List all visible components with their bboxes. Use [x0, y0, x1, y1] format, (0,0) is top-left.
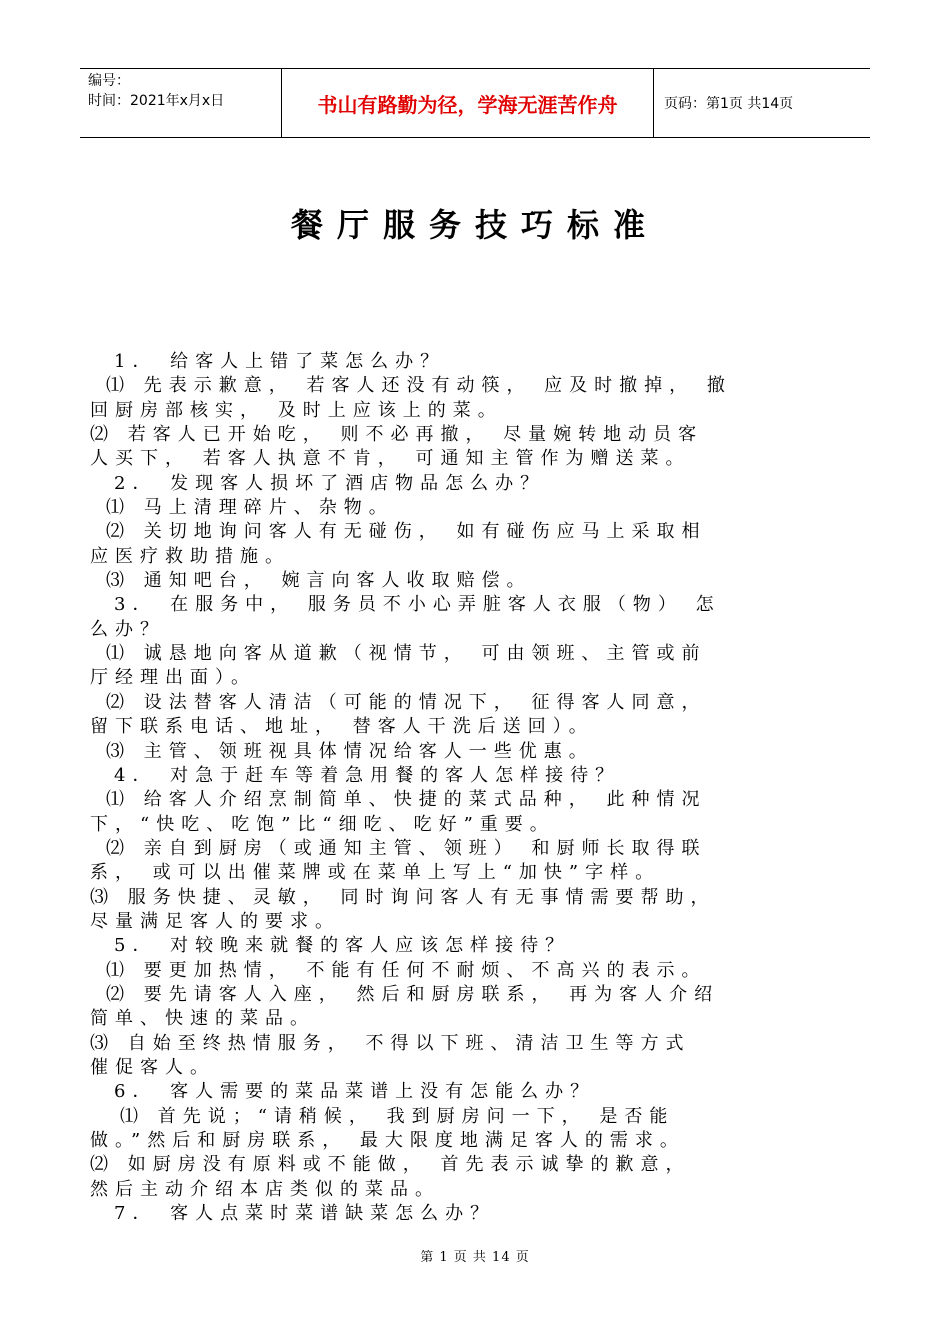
page-footer: 第 1 页 共 14 页 [420, 1250, 530, 1265]
body-line: ⑶ 自始至终热情服务， 不得以下班、清洁卫生等方式 [90, 1032, 691, 1054]
body-line: 留下联系电话、地址， 替客人干洗后送回）。 [90, 716, 594, 738]
body-line: ⑴ 首先说；“请稍候， 我到厨房问一下， 是否能 [120, 1105, 675, 1127]
body-line: 么办？ [90, 618, 165, 640]
number-label: 编号： [88, 73, 130, 89]
body-line: ⑵ 亲自到厨房（或通知主管、领班） 和厨师长取得联 [106, 837, 707, 859]
body-line: 应医疗救助措施。 [90, 545, 290, 567]
body-line: ⑴ 先表示歉意， 若客人还没有动筷， 应及时撤掉， 撤 [106, 375, 732, 397]
body-line: ⑵ 要先请客人入座， 然后和厨房联系， 再为客人介绍 [106, 983, 720, 1005]
page-info-cell [654, 69, 870, 137]
document-body [90, 350, 850, 1226]
header-meta-cell [80, 69, 282, 137]
body-line: 简单、快速的菜品。 [90, 1008, 315, 1030]
body-line: 系， 或可以出催菜牌或在菜单上写上“加快”字样。 [90, 862, 661, 884]
motto-cell [282, 69, 654, 137]
body-line: 催促客人。 [90, 1056, 215, 1078]
body-line: ⑴ 给客人介绍烹制简单、快捷的菜式品种， 此种情况 [106, 789, 707, 811]
page-info-text: 页码：第1页 共14页 [664, 96, 794, 112]
body-line: 下，“快吃、吃饱”比“细吃、吃好”重要。 [90, 813, 555, 835]
body-line: ⑵ 如厨房没有原料或不能做， 首先表示诚挚的歉意， [90, 1154, 691, 1176]
time-label: 时间：2021年x月x日 [88, 93, 225, 109]
body-line: 做。”然后和厨房联系， 最大限度地满足客人的需求。 [90, 1130, 685, 1151]
motto-text: 书山有路勤为径，学海无涯苦作舟 [317, 92, 618, 117]
body-line: ⑶ 服务快捷、灵敏， 同时询问客人有无事情需要帮助， [90, 886, 716, 908]
question-heading: 4． 对急于赶车等着急用餐的客人怎样接待？ [114, 764, 621, 786]
document-title: 餐厅服务技巧标准 [290, 206, 659, 244]
body-line: 尽量满足客人的要求。 [90, 910, 340, 932]
body-line: ⑴ 诚恳地向客从道歉（视情节， 可由领班、主管或前 [106, 643, 707, 665]
body-line: ⑶ 主管、领班视具体情况给客人一些优惠。 [106, 740, 594, 762]
body-line: 回厨房部核实， 及时上应该上的菜。 [90, 399, 503, 421]
body-line: ⑶ 通知吧台， 婉言向客人收取赔偿。 [106, 570, 532, 592]
body-line: ⑵ 若客人已开始吃， 则不必再撤， 尽量婉转地动员客 [90, 424, 704, 446]
body-line: 然后主动介绍本店类似的菜品。 [90, 1178, 440, 1200]
question-heading: 6． 客人需要的菜品菜谱上没有怎能么办？ [114, 1081, 596, 1103]
body-line: ⑵ 设法替客人清洁（可能的情况下， 征得客人同意， [106, 691, 707, 713]
body-line: ⑴ 要更加热情， 不能有任何不耐烦、不高兴的表示。 [106, 959, 707, 981]
question-heading: 2． 发现客人损坏了酒店物品怎么办？ [114, 472, 546, 494]
question-heading: 5． 对较晚来就餐的客人应该怎样接待？ [114, 935, 571, 957]
body-line: ⑴ 马上清理碎片、杂物。 [106, 497, 394, 519]
question-heading: 3． 在服务中， 服务员不小心弄脏客人衣服（物） 怎 [114, 594, 721, 616]
document-header [80, 68, 870, 138]
body-line: ⑵ 关切地询问客人有无碰伤， 如有碰伤应马上采取相 [106, 521, 707, 543]
question-heading: 1． 给客人上错了菜怎么办？ [114, 351, 446, 372]
question-heading: 7． 客人点菜时菜谱缺菜怎么办？ [114, 1203, 496, 1225]
body-line: 人买下， 若客人执意不肯， 可通知主管作为赠送菜。 [90, 448, 691, 470]
body-line: 厅经理出面）。 [90, 667, 256, 689]
